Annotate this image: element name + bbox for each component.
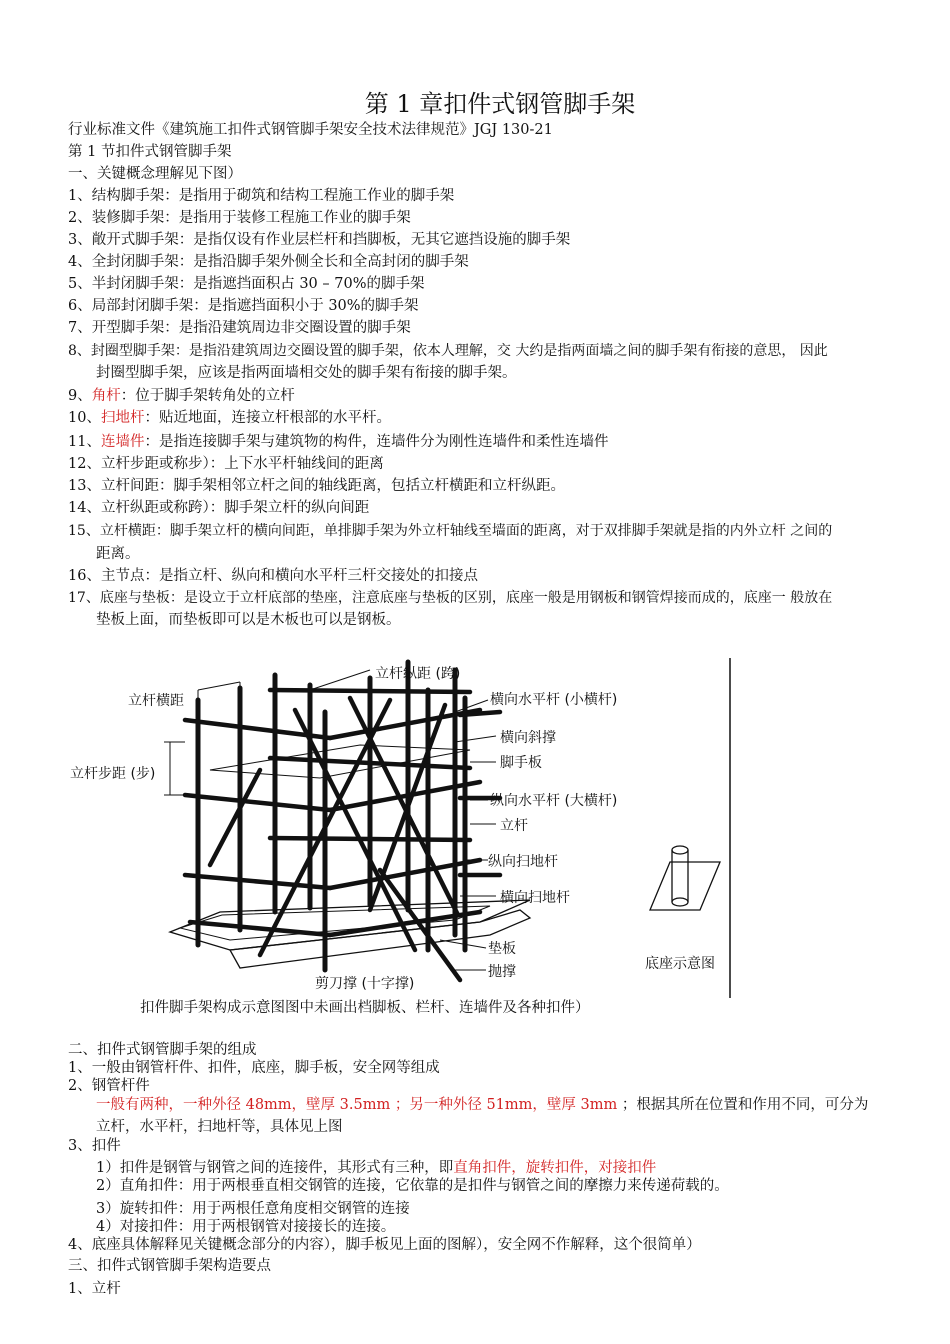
list-item-continued: 距离。	[96, 546, 140, 562]
label-diagonal-brace: 横向斜撑	[500, 730, 556, 746]
list-item	[96, 1158, 656, 1178]
label-step: 立杆步距 (步)	[70, 766, 156, 782]
list-item: 3）旋转扣件：用于两根任意角度相交钢管的连接	[96, 1201, 410, 1217]
list-item: 13、立杆间距：脚手架相邻立杆之间的轴线距离，包括立杆横距和立杆纵距。	[68, 478, 565, 494]
list-item: 8、封圈型脚手架：是指沿建筑周边交圈设置的脚手架，依本人理解，交 大约是指两面墙之间的脚手架有衔接的意思， 因此	[68, 343, 828, 359]
list-item: 14、立杆纵距或称跨）：脚手架立杆的纵向间距	[68, 500, 370, 516]
list-item: 2）直角扣件：用于两根垂直相交钢管的连接，它依靠的是扣件与钢管之间的摩擦力来传递荷载的。	[96, 1178, 729, 1194]
list-item: 2、装修脚手架：是指用于装修工程施工作业的脚手架	[68, 210, 411, 226]
list-item	[96, 1095, 868, 1115]
label-scissor-brace: 剪刀撑 (十字撑)	[315, 976, 415, 992]
item-number: 9、	[68, 388, 92, 404]
label-small-bar: 横向水平杆 (小横杆)	[490, 692, 618, 708]
list-item	[68, 386, 295, 406]
list-item	[68, 408, 391, 428]
list-item: 4）对接扣件：用于两根钢管对接接长的连接。	[96, 1219, 396, 1235]
list-item: 3、敞开式脚手架：是指仅设有作业层栏杆和挡脚板，无其它遮挡设施的脚手架	[68, 232, 571, 248]
item-number: 10、	[68, 410, 101, 426]
figure-caption: 扣件脚手架构成示意图图中未画出档脚板、栏杆、连墙件及各种扣件）	[140, 1000, 590, 1016]
term-highlight: 扫地杆	[100, 410, 145, 426]
list-item: 4、底座具体解释见关键概念部分的内容），脚手板见上面的图解），安全网不作解释，这个很简单）	[68, 1237, 701, 1253]
item-text: ；根据其所在位置和作用不同，可分为	[617, 1097, 869, 1113]
scaffold-diagram	[60, 650, 760, 1000]
list-item	[68, 432, 608, 452]
label-pole: 立杆	[500, 818, 528, 834]
list-item: 1、结构脚手架：是指用于砌筑和结构工程施工作业的脚手架	[68, 188, 455, 204]
label-long-sweep: 纵向扫地杆	[488, 854, 558, 870]
label-big-bar: 纵向水平杆 (大横杆)	[490, 793, 618, 809]
list-item: 3、扣件	[68, 1138, 121, 1154]
section-heading: 第 1 节扣件式钢管脚手架	[68, 144, 232, 160]
subsection-heading: 一、关键概念理解见下图）	[68, 166, 242, 182]
label-trans-sweep: 横向扫地杆	[500, 890, 570, 906]
list-item: 12、立杆步距或称步）：上下水平杆轴线间的距离	[68, 456, 384, 472]
label-base-sketch: 底座示意图	[645, 956, 715, 972]
list-item: 2、钢管杆件	[68, 1078, 150, 1094]
item-number: 11、	[68, 434, 101, 450]
label-pad: 垫板	[488, 941, 516, 957]
item-text: 1）扣件是钢管与钢管之间的连接件，其形式有三种，即	[96, 1160, 454, 1176]
list-item: 16、主节点：是指立杆、纵向和横向水平杆三杆交接处的扣接点	[68, 568, 478, 584]
list-item-continued: 封圈型脚手架，应该是指两面墙相交处的脚手架有衔接的脚手架。	[96, 365, 517, 381]
section-heading: 三、扣件式钢管脚手架构造要点	[68, 1258, 271, 1274]
list-item: 4、全封闭脚手架：是指沿脚手架外侧全长和全高封闭的脚手架	[68, 254, 469, 270]
label-throw-brace: 抛撑	[488, 964, 516, 980]
section-heading: 二、扣件式钢管脚手架的组成	[68, 1042, 257, 1058]
list-item: 1、立杆	[68, 1281, 121, 1297]
list-item: 1、一般由钢管杆件、扣件，底座，脚手板，安全网等组成	[68, 1060, 440, 1076]
term-highlight: 角杆	[91, 388, 121, 404]
list-item: 15、立杆横距：脚手架立杆的横向间距，单排脚手架为外立杆轴线至墙面的距离，对于双排脚手架就是指的内外立杆 之间的	[68, 523, 833, 539]
page-title: 第 1 章扣件式钢管脚手架	[364, 90, 636, 118]
list-item-continued: 垫板上面，而垫板即可以是木板也可以是钢板。	[96, 612, 401, 628]
list-item: 7、开型脚手架：是指沿建筑周边非交圈设置的脚手架	[68, 320, 411, 336]
item-text: ：贴近地面，连接立杆根部的水平杆。	[144, 410, 391, 426]
fastener-types-highlight: 直角扣件，旋转扣件，对接扣件	[453, 1160, 657, 1176]
list-item: 5、半封闭脚手架：是指遮挡面积占 30 – 70%的脚手架	[68, 276, 425, 292]
label-transverse-spacing: 立杆横距	[128, 693, 184, 709]
label-longitudinal-spacing: 立杆纵距 (跨)	[375, 666, 461, 682]
list-item: 17、底座与垫板：是设立于立杆底部的垫座，注意底座与垫板的区别，底座一般是用钢板和钢管焊接而成的，底座一 般放在	[68, 590, 833, 606]
pipe-spec-highlight: 一般有两种，一种外径 48mm，壁厚 3.5mm ；另一种外径 51mm，壁厚 3mm	[96, 1097, 618, 1113]
list-item: 6、局部封闭脚手架：是指遮挡面积小于 30%的脚手架	[68, 298, 419, 314]
term-highlight: 连墙件	[100, 434, 145, 450]
standard-reference: 行业标准文件《建筑施工扣件式钢管脚手架安全技术法律规范》JGJ 130-21	[68, 122, 553, 138]
list-item-continued: 立杆，水平杆，扫地杆等，具体见上图	[96, 1119, 343, 1135]
label-board: 脚手板	[500, 755, 542, 771]
item-text: ：位于脚手架转角处的立杆	[120, 388, 295, 404]
item-text: ：是指连接脚手架与建筑物的构件，连墙件分为刚性连墙件和柔性连墙件	[144, 434, 609, 450]
